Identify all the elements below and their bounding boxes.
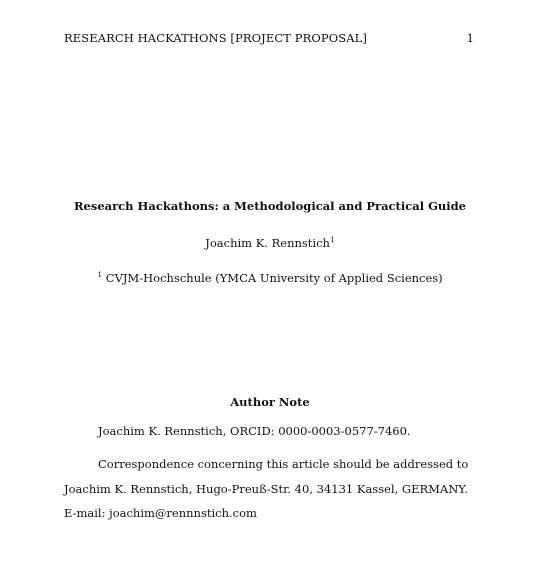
author-note-heading: Author Note <box>230 395 310 409</box>
author-line <box>0 236 540 250</box>
paper-title: Research Hackathons: a Methodological and Practical Guide <box>74 199 466 213</box>
orcid-paragraph: Joachim K. Rennstich, ORCID: 0000-0003-0577-7460. <box>98 424 411 438</box>
page-number: 1 <box>466 31 474 45</box>
author-name: Joachim K. Rennstich <box>205 236 330 250</box>
running-head: RESEARCH HACKATHONS [PROJECT PROPOSAL] <box>64 31 367 45</box>
correspondence-paragraph: Correspondence concerning this article should be addressed to Joachim K. Rennstich, Hugo-Preuß-Str. 40, 34131 Kassel, GERMANY. E-mail: joachim@rennnstich.com <box>64 457 469 520</box>
affiliation-text: CVJM-Hochschule (YMCA University of Applied Sciences) <box>102 271 443 285</box>
author-affiliation-mark: 1 <box>329 235 335 245</box>
affiliation-line <box>0 271 540 285</box>
affiliation-mark: 1 <box>97 270 103 280</box>
